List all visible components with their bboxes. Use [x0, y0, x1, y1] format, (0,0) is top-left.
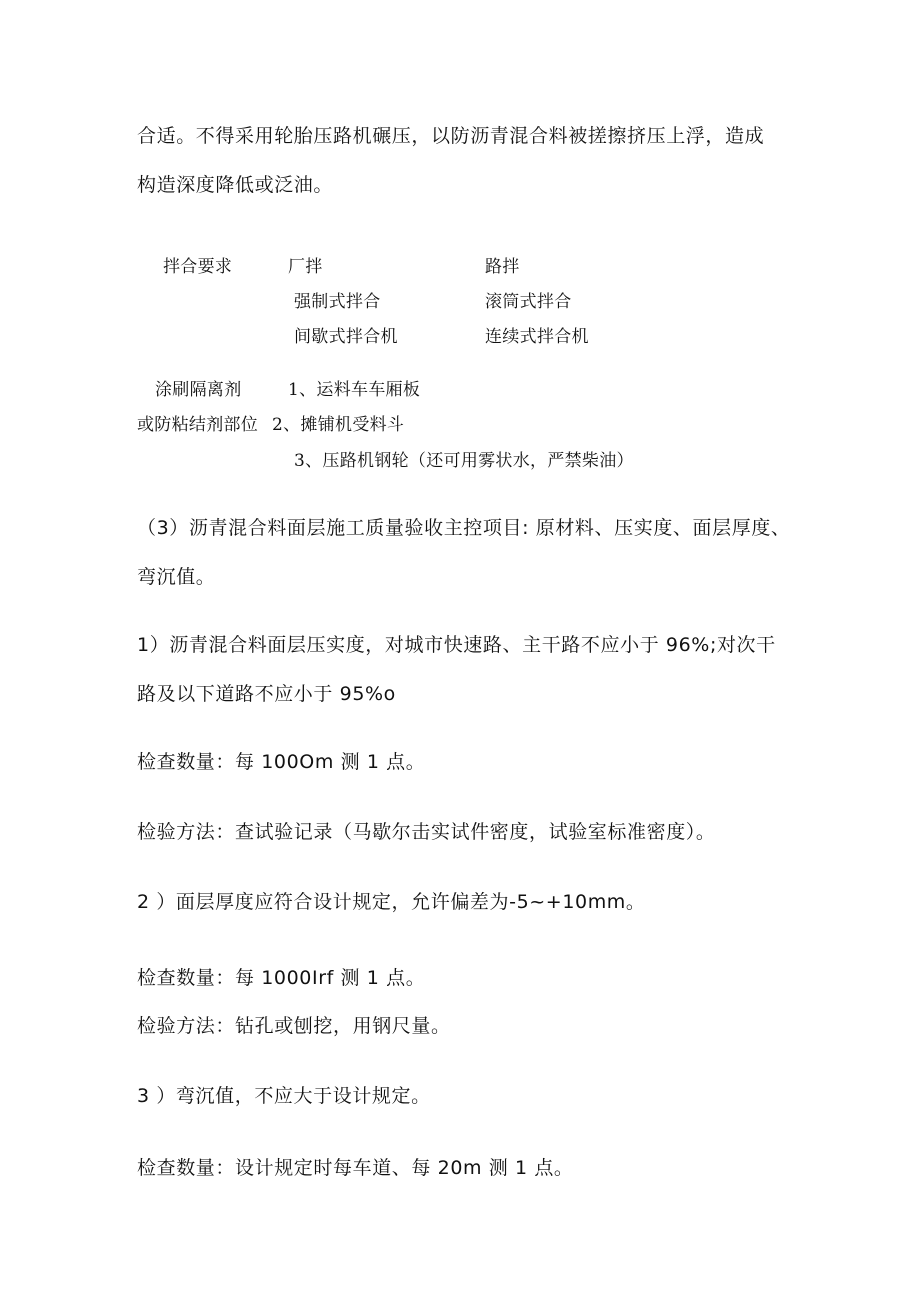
item-3-line-1: 3 ）弯沉值，不应大于设计规定。 — [137, 1085, 431, 1107]
release-agent-label-2: 或防粘结剂部位 — [137, 415, 259, 435]
item-1-line-1: 1）沥青混合料面层压实度，对城市快速路、主干路不应小于 96%;对次干 — [137, 634, 776, 656]
section-3-line-2: 弯沉值。 — [137, 566, 216, 588]
mixing-road-type-1: 滚筒式拌合 — [485, 292, 572, 312]
item-2-check-quantity: 检查数量：每 1000Irf 测 1 点。 — [137, 967, 426, 989]
release-agent-item-2: 2、摊铺机受料斗 — [272, 415, 405, 435]
release-agent-item-1: 1、运料车车厢板 — [288, 380, 421, 400]
item-1-check-quantity: 检查数量：每 100Om 测 1 点。 — [137, 751, 426, 773]
item-2-check-method: 检验方法：钻孔或刨挖，用钢尺量。 — [137, 1015, 451, 1037]
release-agent-item-3: 3、压路机钢轮（还可用雾状水，严禁柴油） — [294, 451, 634, 471]
item-3-check-quantity: 检查数量：设计规定时每车道、每 20m 测 1 点。 — [137, 1157, 574, 1179]
intro-line-1: 合适。不得采用轮胎压路机碾压，以防沥青混合料被搓擦挤压上浮，造成 — [137, 125, 765, 147]
item-1-line-2: 路及以下道路不应小于 95%o — [137, 683, 396, 705]
item-2-line-1: 2 ）面层厚度应符合设计规定，允许偏差为-5~+10mm。 — [137, 891, 646, 913]
intro-line-2: 构造深度降低或泛油。 — [137, 174, 334, 196]
mixing-plant-type-2: 间歇式拌合机 — [294, 327, 398, 347]
section-3-line-1: （3）沥青混合料面层施工质量验收主控项目: 原材料、压实度、面层厚度、 — [137, 517, 791, 539]
mixing-label: 拌合要求 — [163, 257, 233, 277]
release-agent-label-1: 涂刷隔离剂 — [155, 380, 242, 400]
mixing-road-type-2: 连续式拌合机 — [485, 327, 589, 347]
mixing-plant: 厂拌 — [288, 257, 323, 277]
item-1-check-method: 检验方法：查试验记录（马歇尔击实试件密度，试验室标准密度）。 — [137, 821, 716, 843]
mixing-plant-type-1: 强制式拌合 — [294, 292, 381, 312]
mixing-road: 路拌 — [485, 257, 520, 277]
